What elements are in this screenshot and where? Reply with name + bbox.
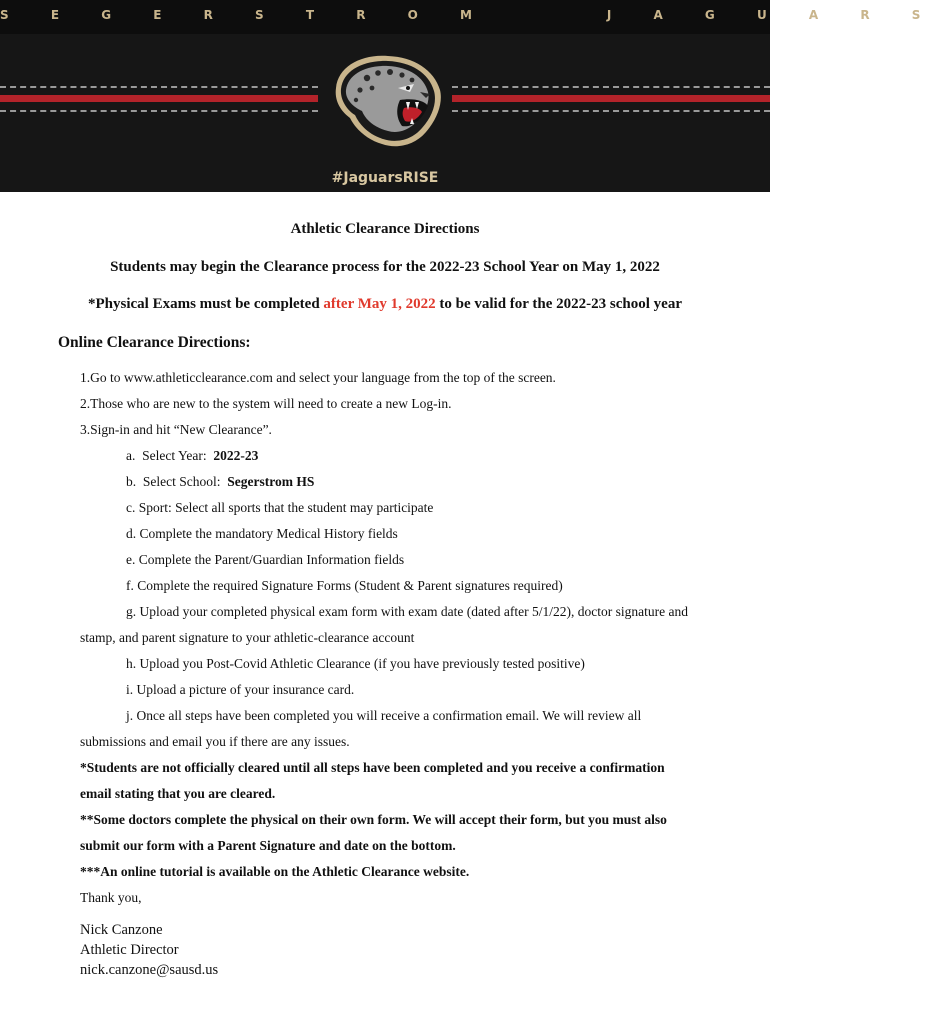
physical-note-suffix: to be valid for the 2022-23 school year [435,296,682,312]
divider-dashed [452,86,770,88]
substep-g-line2: stamp, and parent signature to your athletic-clearance account [80,630,415,645]
closing-thanks: Thank you, [80,890,142,905]
note-cleared-line1: *Students are not officially cleared until all steps have been completed and you receive a confirmation [80,760,665,775]
substep-i: i. Upload a picture of your insurance card. [126,682,355,697]
school-name: S E G E R S T R O M J A G U A R S [0,8,939,22]
header-banner [0,0,939,192]
step-2: 2.Those who are new to the system will need to create a new Log-in. [80,396,452,411]
note-tutorial: ***An online tutorial is available on the Athletic Clearance website. [80,864,470,879]
substep-a [126,448,258,464]
step-3: 3.Sign-in and hit “New Clearance”. [80,422,272,437]
note-doctor-line2: submit our form with a Parent Signature and date on the bottom. [80,838,456,853]
substep-b-value: Segerstrom HS [227,474,315,489]
physical-note-date: after May 1, 2022 [323,296,436,312]
red-stripe-right [452,95,770,102]
begin-date-line: Students may begin the Clearance process for the 2022-23 School Year on May 1, 2022 [110,259,660,275]
jaguar-head-icon [322,48,448,152]
physical-note-prefix: *Physical Exams must be completed [88,296,324,312]
document-title: Athletic Clearance Directions [290,221,480,237]
hashtag: #JaguarsRISE [331,170,439,186]
substep-d: d. Complete the mandatory Medical History fields [126,526,398,541]
substep-h: h. Upload you Post-Covid Athletic Clearance (if you have previously tested positive) [126,656,585,671]
online-directions-heading: Online Clearance Directions: [58,334,251,351]
substep-c: c. Sport: Select all sports that the student may participate [126,500,434,515]
signature-name: Nick Canzone [80,922,163,938]
divider-dashed [0,86,318,88]
substep-j-line2: submissions and email you if there are any issues. [80,734,350,749]
note-cleared-line2: email stating that you are cleared. [80,786,276,801]
substep-j-line1: j. Once all steps have been completed you will receive a confirmation email. We will review all [126,708,642,723]
red-stripe-left [0,95,318,102]
substep-f: f. Complete the required Signature Forms (Student & Parent signatures required) [126,578,563,593]
substep-a-label: a. Select Year: [126,448,214,463]
signature-role: Athletic Director [80,942,179,958]
substep-e: e. Complete the Parent/Guardian Information fields [126,552,405,567]
divider-dashed [0,110,318,112]
step-1: 1.Go to www.athleticclearance.com and select your language from the top of the screen. [80,370,556,385]
note-doctor-line1: **Some doctors complete the physical on their own form. We will accept their form, but you must also [80,812,667,827]
substep-b [126,474,314,490]
substep-b-label: b. Select School: [126,474,228,489]
signature-email[interactable]: nick.canzone@sausd.us [80,962,219,978]
substep-g-line1: g. Upload your completed physical exam form with exam date (dated after 5/1/22), doctor signature and [126,604,688,619]
divider-dashed [452,110,770,112]
substep-a-value: 2022-23 [213,448,259,463]
physical-exam-note [0,296,770,313]
